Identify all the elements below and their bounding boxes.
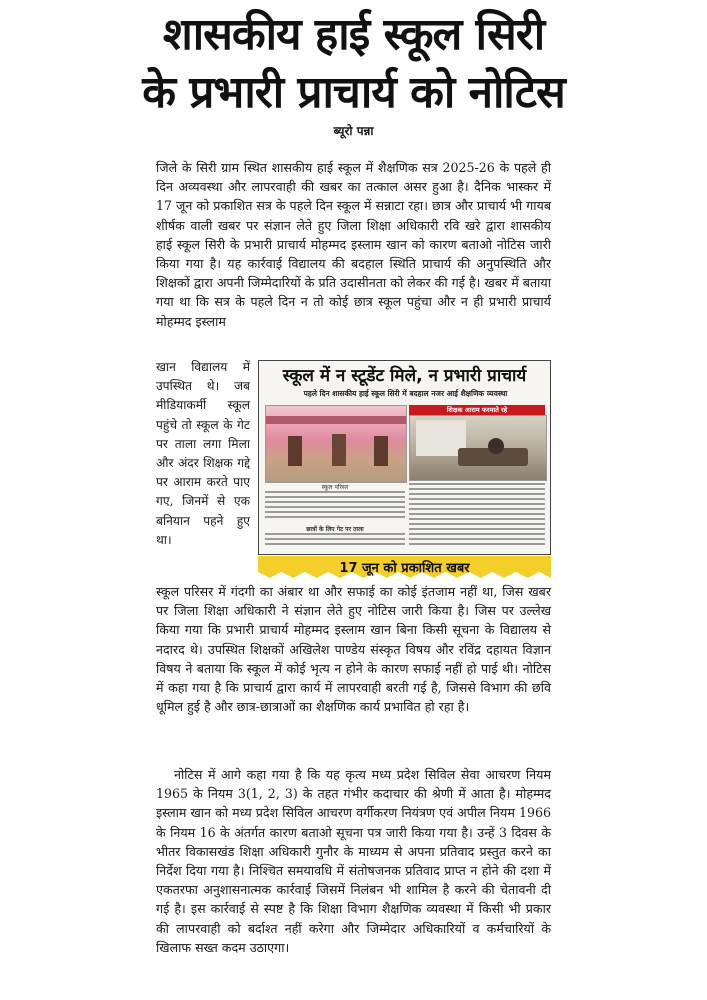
headline-line-2: के प्रभारी प्राचार्य को नोटिस: [142, 67, 565, 118]
byline: ब्यूरो पन्ना: [333, 124, 374, 138]
clipping-text-lines: [265, 491, 405, 521]
news-clipping: [258, 360, 551, 578]
clipping-subheadline: पहले दिन शासकीय हाई स्कूल सिरी में बदहाल नजर आई शैक्षणिक व्यवस्था: [303, 389, 508, 398]
paragraph-1-continued: स्कूल परिसर में गंदगी का अंबार था और सफाई का कोई इंतजाम नहीं था, जिस खबर पर जिला शिक्षा अधिकारी ने संज्ञान लेते हुए नोटिस जारी किया है। जिस पर उल्लेख किया गया कि प्रभारी प्राचार्य मोहम्मद इस्लाम खान बिना किसी सूचना के विद्यालय से नदारद थे। उपस्थित शिक्षकों अखिलेश पाण्डेय संस्कृत विषय और रविंद्र दहायत विज्ञान विषय ने बताया कि स्कूल में कोई भृत्य न होने के कारण सफाई नहीं हो पाई थी। नोटिस में कहा गया है कि प्राचार्य द्वारा कार्य में लापरवाही बरती गई है, जिससे विभाग की छवि धूमिल हुई है और छात्र-छात्राओं का शैक्षणिक कार्य प्रभावित हो रहा है।: [156, 584, 551, 715]
clipping-headline: स्कूल में न स्टूडेंट मिले, न प्रभारी प्राचार्य: [282, 366, 527, 386]
headline: [40, 6, 667, 122]
clipping-text-lines: [265, 533, 405, 548]
headline-line-1: शासकीय हाई स्कूल सिरी: [162, 9, 545, 60]
photo-door: [288, 436, 302, 466]
photo-person: [488, 438, 504, 454]
paragraph-1-side-column: खान विद्यालय में उपस्थित थे। जब मीडियाकर्मी स्कूल पहुंचे तो स्कूल के गेट पर ताला लगा मिला और अंदर शिक्षक गद्दे पर आराम करते पाए गए, जिनमें से एक बनियान पहने हुए था।: [156, 360, 250, 547]
clipping-red-box: शिक्षक आराम फरमाते रहे: [409, 405, 545, 415]
paragraph-1: जिले के सिरी ग्राम स्थित शासकीय हाई स्कूल में शैक्षणिक सत्र 2025-26 के पहले ही दिन अव्यवस्था और लापरवाही की खबर का तत्काल असर हुआ है। दैनिक भास्कर में 17 जून को प्रकाशित सत्र के पहले दिन स्कूल में सन्नाटा रहा। छात्र और प्राचार्य भी गायब शीर्षक वाली खबर पर संज्ञान लेते हुए जिला शिक्षा अधिकारी रवि खरे द्वारा शासकीय हाई स्कूल सिरी के प्रभारी प्राचार्य मोहम्मद इस्लाम खान को कारण बताओ नोटिस जारी किया गया है। यह कार्रवाई विद्यालय की बदहाल स्थिति प्राचार्य की अनुपस्थिति और शिक्षकों द्वारा अपनी जिम्मेदारियों के प्रति उदासीनता को लेकर की गई है। खबर में बताया गया था कि सत्र के पहले दिन न तो कोई छात्र स्कूल पहुंचा और न ही प्रभारी प्राचार्य मोहम्मद इस्लाम: [156, 160, 552, 329]
clipping-caption-2: छात्रों के लिए गेट पर ताला: [306, 526, 364, 533]
clipping-caption-1: स्कूल परिसर: [321, 484, 349, 491]
photo-roof: [266, 416, 406, 424]
paragraph-2: नोटिस में आगे कहा गया है कि यह कृत्य मध्य प्रदेश सिविल सेवा आचरण नियम 1965 के नियम 3(1, 2, 3) के तहत गंभीर कदाचार की श्रेणी में आता है। मोहम्मद इस्लाम खान को मध्य प्रदेश सिविल आचरण वर्गीकरण नियंत्रण एवं अपील नियम 1966 के नियम 16 के अंतर्गत कारण बताओ सूचना पत्र जारी किया गया है। उन्हें 3 दिवस के भीतर विकासखंड शिक्षा अधिकारी गुनौर के माध्यम से अपना प्रतिवाद प्रस्तुत करने का निर्देश दिया गया है। निश्चित समयावधि में संतोषजनक प्रतिवाद प्राप्त न होने की दशा में एकतरफा अनुशासनात्मक कार्रवाई जिसमें निलंबन भी शामिल है करने की चेतावनी दी गई है। इस कार्रवाई से स्पष्ट है कि शिक्षा विभाग शैक्षणिक व्यवस्था में किसी भी प्रकार की लापरवाही को बर्दाश्त नहीं करेगा और जिम्मेदार अधिकारियों व कर्मचारियों के खिलाफ सख्त कदम उठाएगा।: [156, 767, 551, 955]
clipping-frame: [258, 360, 551, 555]
photo-door: [374, 436, 388, 466]
clipping-banner-text: 17 जून को प्रकाशित खबर: [339, 561, 470, 576]
school-building-photo: [265, 405, 407, 483]
photo-door: [332, 434, 346, 466]
clipping-text-lines: [409, 483, 545, 548]
teacher-resting-photo: [409, 415, 547, 481]
